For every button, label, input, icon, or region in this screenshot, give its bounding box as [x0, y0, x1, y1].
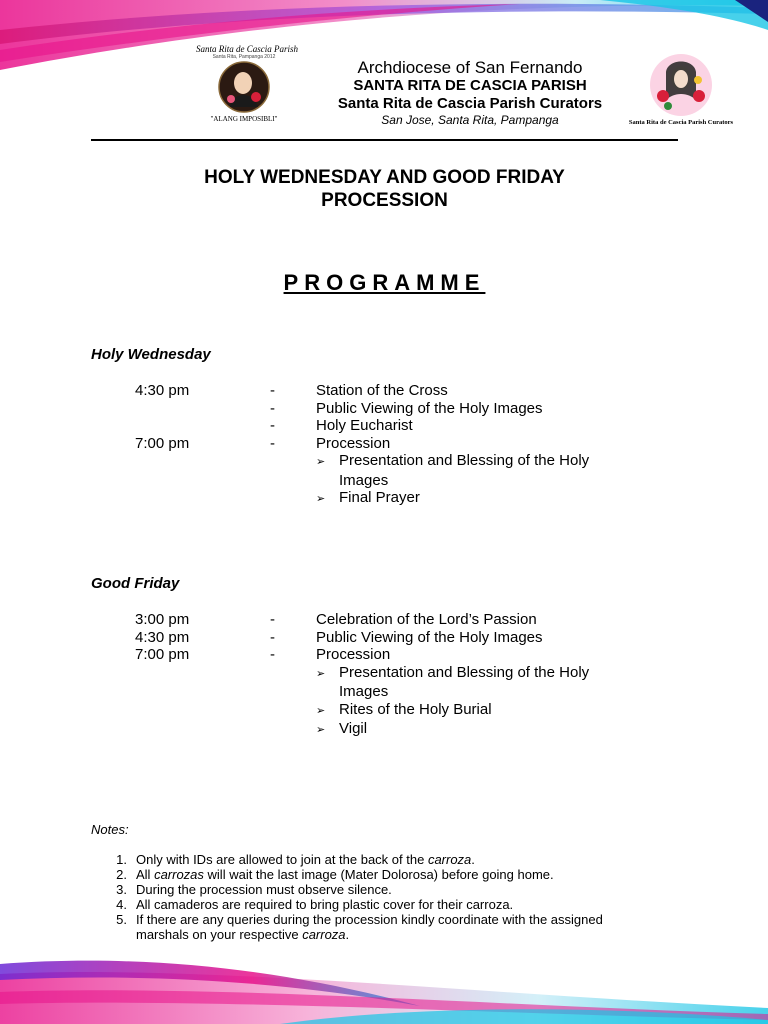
schedule-time: 4:30 pm: [135, 628, 190, 646]
sub-item-text: Presentation and Blessing of the Holy: [339, 663, 590, 681]
schedule-activity: Celebration of the Lord’s Passion: [316, 611, 537, 628]
curators-name: Santa Rita de Cascia Parish Curators: [337, 95, 603, 112]
schedule-activity: Station of the Cross: [316, 382, 448, 399]
schedule-dash: -: [270, 628, 275, 646]
procession-sub-item: [135, 489, 695, 509]
arrow-bullet-icon: ➢: [316, 667, 326, 680]
procession-sub-item-continuation: [135, 472, 695, 490]
parish-name: SANTA RITA DE CASCIA PARISH: [353, 77, 587, 94]
note-text: During the procession must observe silence.: [136, 882, 392, 897]
note-text: All camaderos are required to bring plastic cover for their carroza.: [136, 897, 514, 912]
schedule-row: [135, 417, 695, 435]
saint-rita-curators-emblem-icon: [646, 52, 716, 118]
sub-item-text: Presentation and Blessing of the Holy: [339, 452, 590, 469]
archdiocese-name: Archdiocese of San Fernando: [357, 58, 583, 77]
note-text: All carrozas will wait the last image (Mater Dolorosa) before going home.: [136, 867, 554, 882]
schedule-dash: -: [270, 382, 275, 399]
procession-sub-item: [135, 720, 695, 740]
schedule-time: 7:00 pm: [135, 434, 190, 452]
procession-sub-item-continuation: [135, 683, 695, 701]
schedule-activity: Public Viewing of the Holy Images: [316, 628, 543, 646]
arrow-bullet-icon: ➢: [316, 493, 326, 505]
right-curators-logo: [622, 52, 740, 126]
note-number: 4.: [116, 897, 127, 912]
note-text: Only with IDs are allowed to join at the back of the carroza.: [136, 852, 475, 867]
left-logo-sub-caption: Santa Rita, Pampanga 2012: [212, 54, 276, 60]
left-logo-caption: Santa Rita de Cascia Parish: [196, 44, 298, 54]
title-line-1: HOLY WEDNESDAY AND GOOD FRIDAY: [204, 167, 565, 188]
schedule-row: [135, 611, 695, 629]
schedule-activity: Procession: [316, 646, 391, 663]
right-logo-caption: Santa Rita de Cascia Parish Curators: [628, 119, 734, 126]
schedule-row: [135, 400, 695, 418]
sub-item-text: Vigil: [339, 720, 368, 737]
schedule-row: [135, 435, 695, 453]
sub-item-text: Final Prayer: [339, 489, 420, 506]
schedule-dash: -: [270, 434, 275, 452]
note-item: [91, 912, 691, 942]
schedule-dash: -: [270, 417, 275, 434]
bottom-swoosh-decoration: [0, 934, 768, 1024]
note-number: 3.: [116, 882, 127, 897]
procession-sub-item: [135, 664, 695, 684]
schedule-row: [135, 646, 695, 664]
holy-wednesday-heading: Holy Wednesday: [91, 346, 211, 363]
good-friday-heading: Good Friday: [91, 575, 180, 592]
schedule-time: 7:00 pm: [135, 646, 190, 663]
parish-header: [296, 58, 644, 128]
sub-item-text: Images: [339, 471, 389, 489]
schedule-dash: -: [270, 646, 275, 663]
note-item: [91, 897, 691, 912]
schedule-activity: Holy Eucharist: [316, 417, 413, 434]
schedule-activity: Public Viewing of the Holy Images: [316, 399, 543, 417]
document-title: [91, 166, 678, 212]
note-item: [91, 882, 691, 897]
sub-item-text: Rites of the Holy Burial: [339, 700, 492, 718]
arrow-bullet-icon: ➢: [316, 704, 326, 717]
left-logo-motto: "ALANG IMPOSIBLI": [210, 115, 278, 123]
notes-label: Notes:: [91, 822, 129, 837]
sub-item-text: Images: [339, 683, 389, 700]
arrow-bullet-icon: ➢: [316, 456, 326, 468]
procession-sub-item: [135, 701, 695, 721]
note-number: 2.: [116, 867, 127, 882]
title-line-2: PROCESSION: [321, 190, 448, 211]
note-number: 1.: [116, 852, 127, 867]
note-item: [91, 852, 691, 867]
note-item: [91, 867, 691, 882]
good-friday-schedule: [135, 611, 695, 740]
header-divider: [91, 139, 678, 141]
schedule-time: 4:30 pm: [135, 382, 190, 399]
notes-list: [91, 852, 691, 942]
schedule-time: [135, 400, 270, 418]
schedule-dash: -: [270, 399, 275, 417]
schedule-row: [135, 629, 695, 647]
holy-wednesday-schedule: [135, 382, 695, 509]
schedule-dash: -: [270, 611, 275, 628]
schedule-time: 3:00 pm: [135, 611, 190, 628]
arrow-bullet-icon: ➢: [316, 724, 326, 736]
programme-heading: PROGRAMME: [283, 270, 486, 295]
schedule-activity: Procession: [316, 434, 391, 452]
note-text: If there are any queries during the procession kindly coordinate with the assigned marshals on your respective carroza.: [136, 912, 603, 942]
parish-address: San Jose, Santa Rita, Pampanga: [381, 113, 559, 127]
procession-sub-item: [135, 452, 695, 472]
schedule-time: [135, 417, 270, 435]
saint-rita-emblem-icon: [216, 61, 272, 113]
note-number: 5.: [116, 912, 127, 927]
left-parish-logo: [196, 44, 298, 132]
schedule-row: [135, 382, 695, 400]
